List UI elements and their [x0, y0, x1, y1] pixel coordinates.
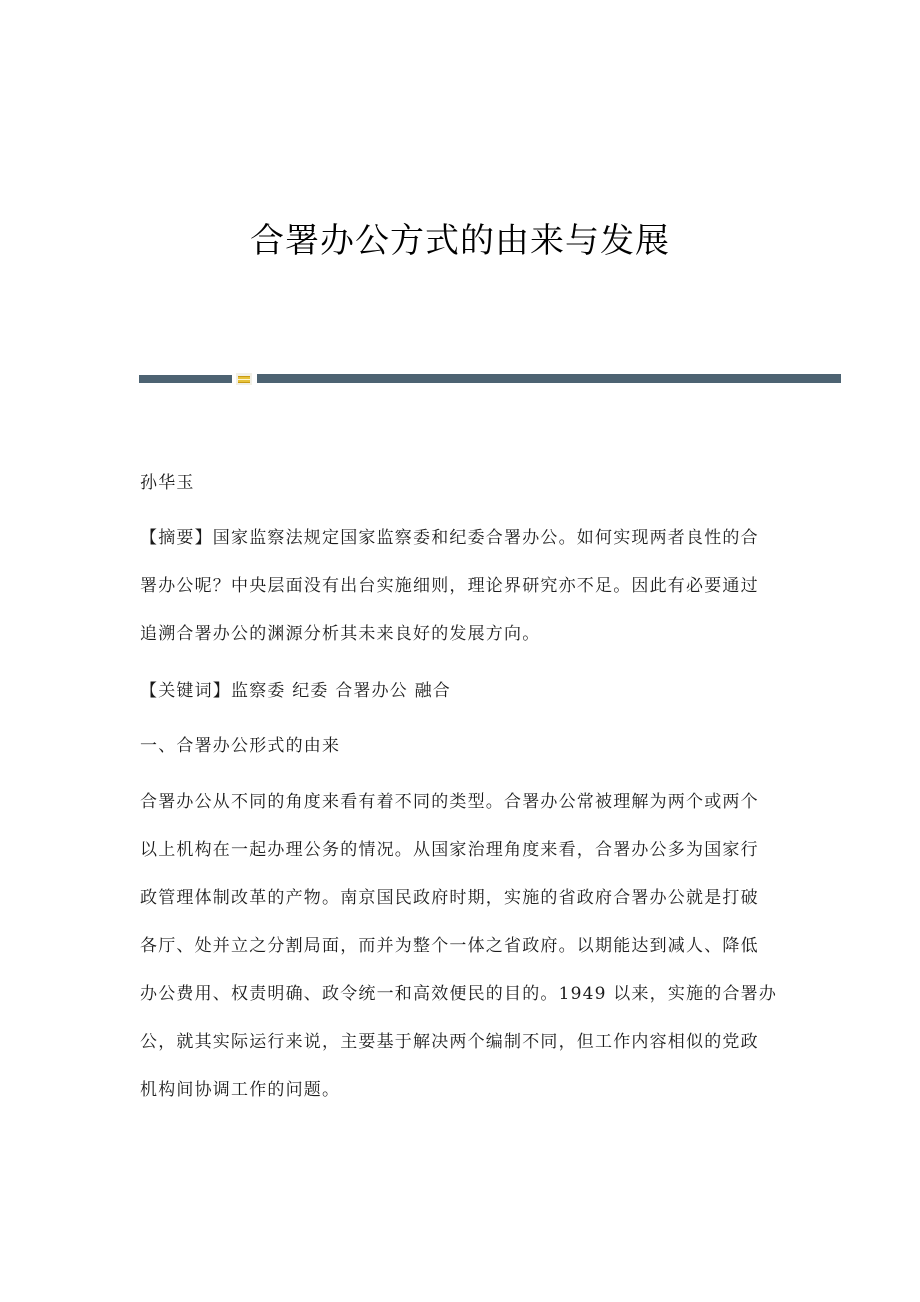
- divider-bar-left: [139, 375, 232, 383]
- author-name: 孙华玉: [140, 473, 195, 493]
- body-line: 合署办公从不同的角度来看有着不同的类型。合署办公常被理解为两个或两个: [140, 792, 759, 812]
- abstract: [140, 514, 780, 658]
- section-heading-text: 一、合署办公形式的由来: [140, 736, 341, 756]
- body-line: 公，就其实际运行来说，主要基于解决两个编制不同，但工作内容相似的党政: [140, 1032, 759, 1052]
- abstract-line: 署办公呢？中央层面没有出台实施细则，理论界研究亦不足。因此有必要通过: [140, 576, 759, 596]
- body-line: 以上机构在一起办理公务的情况。从国家治理角度来看，合署办公多为国家行: [140, 840, 759, 860]
- body-line: 办公费用、权责明确、政令统一和高效便民的目的。1949 以来，实施的合署办: [140, 984, 778, 1004]
- author: [140, 459, 780, 507]
- ornament-icon: [236, 373, 252, 385]
- abstract-line: 追溯合署办公的渊源分析其未来良好的发展方向。: [140, 624, 541, 644]
- body-paragraph: [140, 778, 780, 1114]
- keywords-line: 【关键词】监察委 纪委 合署办公 融合: [140, 681, 452, 701]
- page-title: 合署办公方式的由来与发展: [250, 221, 670, 261]
- body-line: 政管理体制改革的产物。南京国民政府时期，实施的省政府合署办公就是打破: [140, 888, 759, 908]
- abstract-line: 【摘要】国家监察法规定国家监察委和纪委合署办公。如何实现两者良性的合: [140, 528, 759, 548]
- ornament-line: [238, 379, 250, 380]
- title-divider: [139, 371, 841, 387]
- divider-bar-right: [257, 374, 841, 383]
- body-line: 机构间协调工作的问题。: [140, 1080, 341, 1100]
- section-heading: [140, 722, 780, 770]
- body-line: 各厅、处并立之分割局面，而并为整个一体之省政府。以期能达到减人、降低: [140, 936, 759, 956]
- keywords: [140, 667, 780, 715]
